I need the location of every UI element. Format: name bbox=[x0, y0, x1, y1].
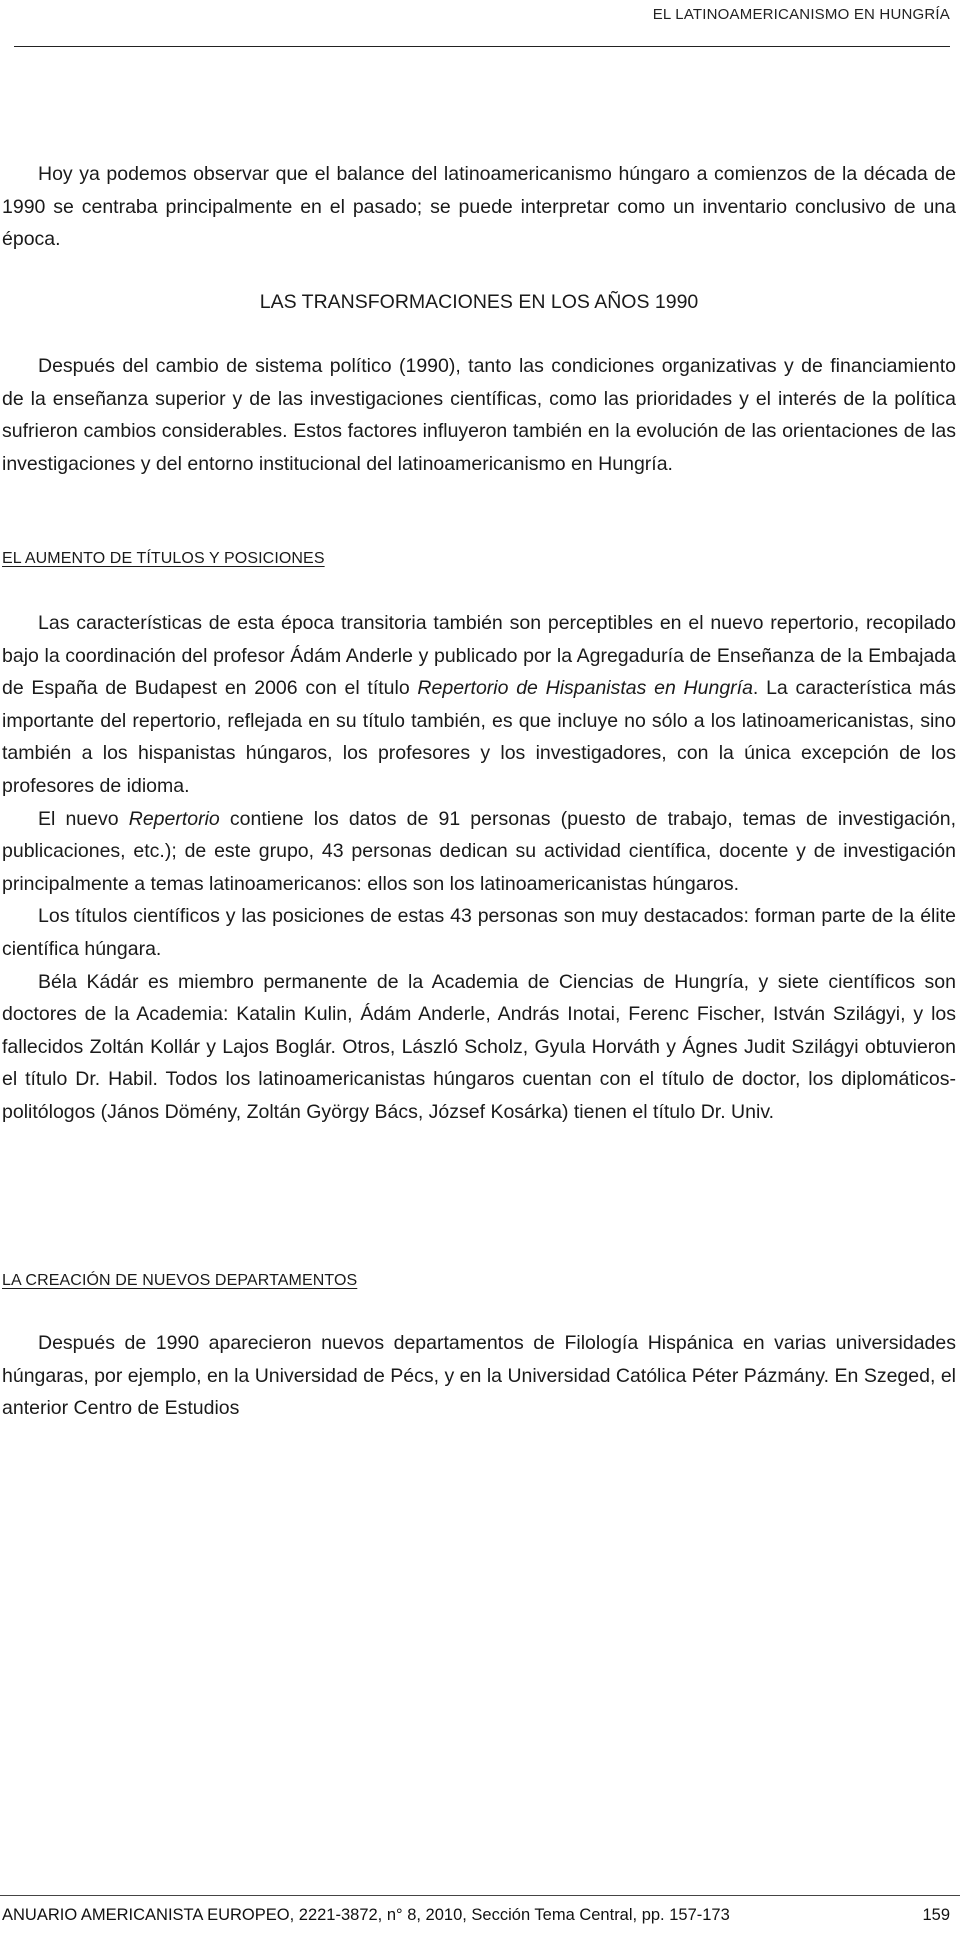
section-heading-creacion bbox=[2, 1263, 956, 1296]
journal-name: ANUARIO AMERICANISTA EUROPEO bbox=[2, 1906, 290, 1924]
transformaciones-block bbox=[2, 350, 956, 480]
section-heading-aumento bbox=[2, 541, 956, 574]
aumento-paragraph-4: Béla Kádár es miembro permanente de la Academia de Ciencias de Hungría, y siete científicos son doctores de la Academia: Katalin Kulin, Ádám Anderle, András Inotai, Ferenc Fischer, István Szilágyi, y los fallecidos Zoltán Kollár y Lajos Boglár. Otros, László Scholz, Gyula Horváth y Ágnes Judit Szilágyi obtuvieron el título Dr. Habil. Todos los latinoamericanistas húngaros cuentan con el título de doctor, los diplomáticos-politólogos (János Dömény, Zoltán György Bács, József Kosárka) tienen el título Dr. Univ. bbox=[2, 970, 956, 1123]
repertorio-italic: Repertorio bbox=[128, 807, 220, 830]
creacion-paragraph: Después de 1990 aparecieron nuevos departamentos de Filología Hispánica en varias universidades húngaras, por ejemplo, en la Universidad de Pécs, y en la Universidad Católica Péter Pázmány. En Szeged, el anterior Centro de Estudios bbox=[2, 1332, 956, 1420]
repertorio-title-italic: Repertorio de Hispanistas en Hungría bbox=[417, 677, 753, 700]
page-number: 159 bbox=[922, 1906, 950, 1924]
intro-block bbox=[2, 158, 956, 256]
section-title-creacion: LA CREACIÓN DE NUEVOS DEPARTAMENTOS bbox=[2, 1272, 358, 1289]
aumento-block bbox=[2, 607, 956, 1129]
footer-citation: ANUARIO AMERICANISTA EUROPEO, 2221-3872, n° 8, 2010, Sección Tema Central, pp. 157-173 bbox=[2, 1906, 730, 1924]
aumento-paragraph-2: El nuevo Repertorio contiene los datos de 91 personas (puesto de trabajo, temas de investigación, publicaciones, etc.); de este grupo, 43 personas dedican su actividad científica, docente y de investigación principalmente a temas latinoamericanos: ellos son los latinoamericanistas húngaros. bbox=[2, 807, 956, 895]
transformaciones-paragraph: Después del cambio de sistema político (1990), tanto las condiciones organizativas y de financiamiento de la enseñanza superior y de las investigaciones científicas, como las prioridades y el interés de la política sufrieron cambios considerables. Estos factores influyeron también en la evolución de las orientaciones de las investigaciones y del entorno institucional del latinoamericanismo en Hungría. bbox=[2, 355, 956, 475]
creacion-block bbox=[2, 1327, 956, 1425]
aumento-paragraph-3: Los títulos científicos y las posiciones de estas 43 personas son muy destacados: forman parte de la élite científica húngara. bbox=[2, 905, 956, 960]
aumento-paragraph-1: Las características de esta época transitoria también son perceptibles en el nuevo repertorio, recopilado bajo la coordinación del profesor Ádám Anderle y publicado por la Agregaduría de Enseñanza de la Embajada de España de Budapest en 2006 con el título Repertorio de Hispanistas en Hungría. La característica más importante del repertorio, reflejada en su título también, es que incluye no sólo a los latinoamericanistas, sino también a los hispanistas húngaros, los profesores y los investigadores, con la única excepción de los profesores de idioma. bbox=[2, 612, 956, 797]
intro-paragraph: Hoy ya podemos observar que el balance del latinoamericanismo húngaro a comienzos de la década de 1990 se centraba principalmente en el pasado; se puede interpretar como un inventario conclusivo de una época. bbox=[2, 163, 956, 251]
section-title-aumento: EL AUMENTO DE TÍTULOS Y POSICIONES bbox=[2, 550, 325, 567]
section-title-transformaciones: LAS TRANSFORMACIONES EN LOS AÑOS 1990 bbox=[259, 291, 699, 313]
header-rule bbox=[14, 46, 950, 47]
page-footer bbox=[2, 1906, 950, 1925]
footer-rule bbox=[0, 1895, 960, 1896]
running-header: EL LATINOAMERICANISMO EN HUNGRÍA bbox=[652, 6, 950, 23]
